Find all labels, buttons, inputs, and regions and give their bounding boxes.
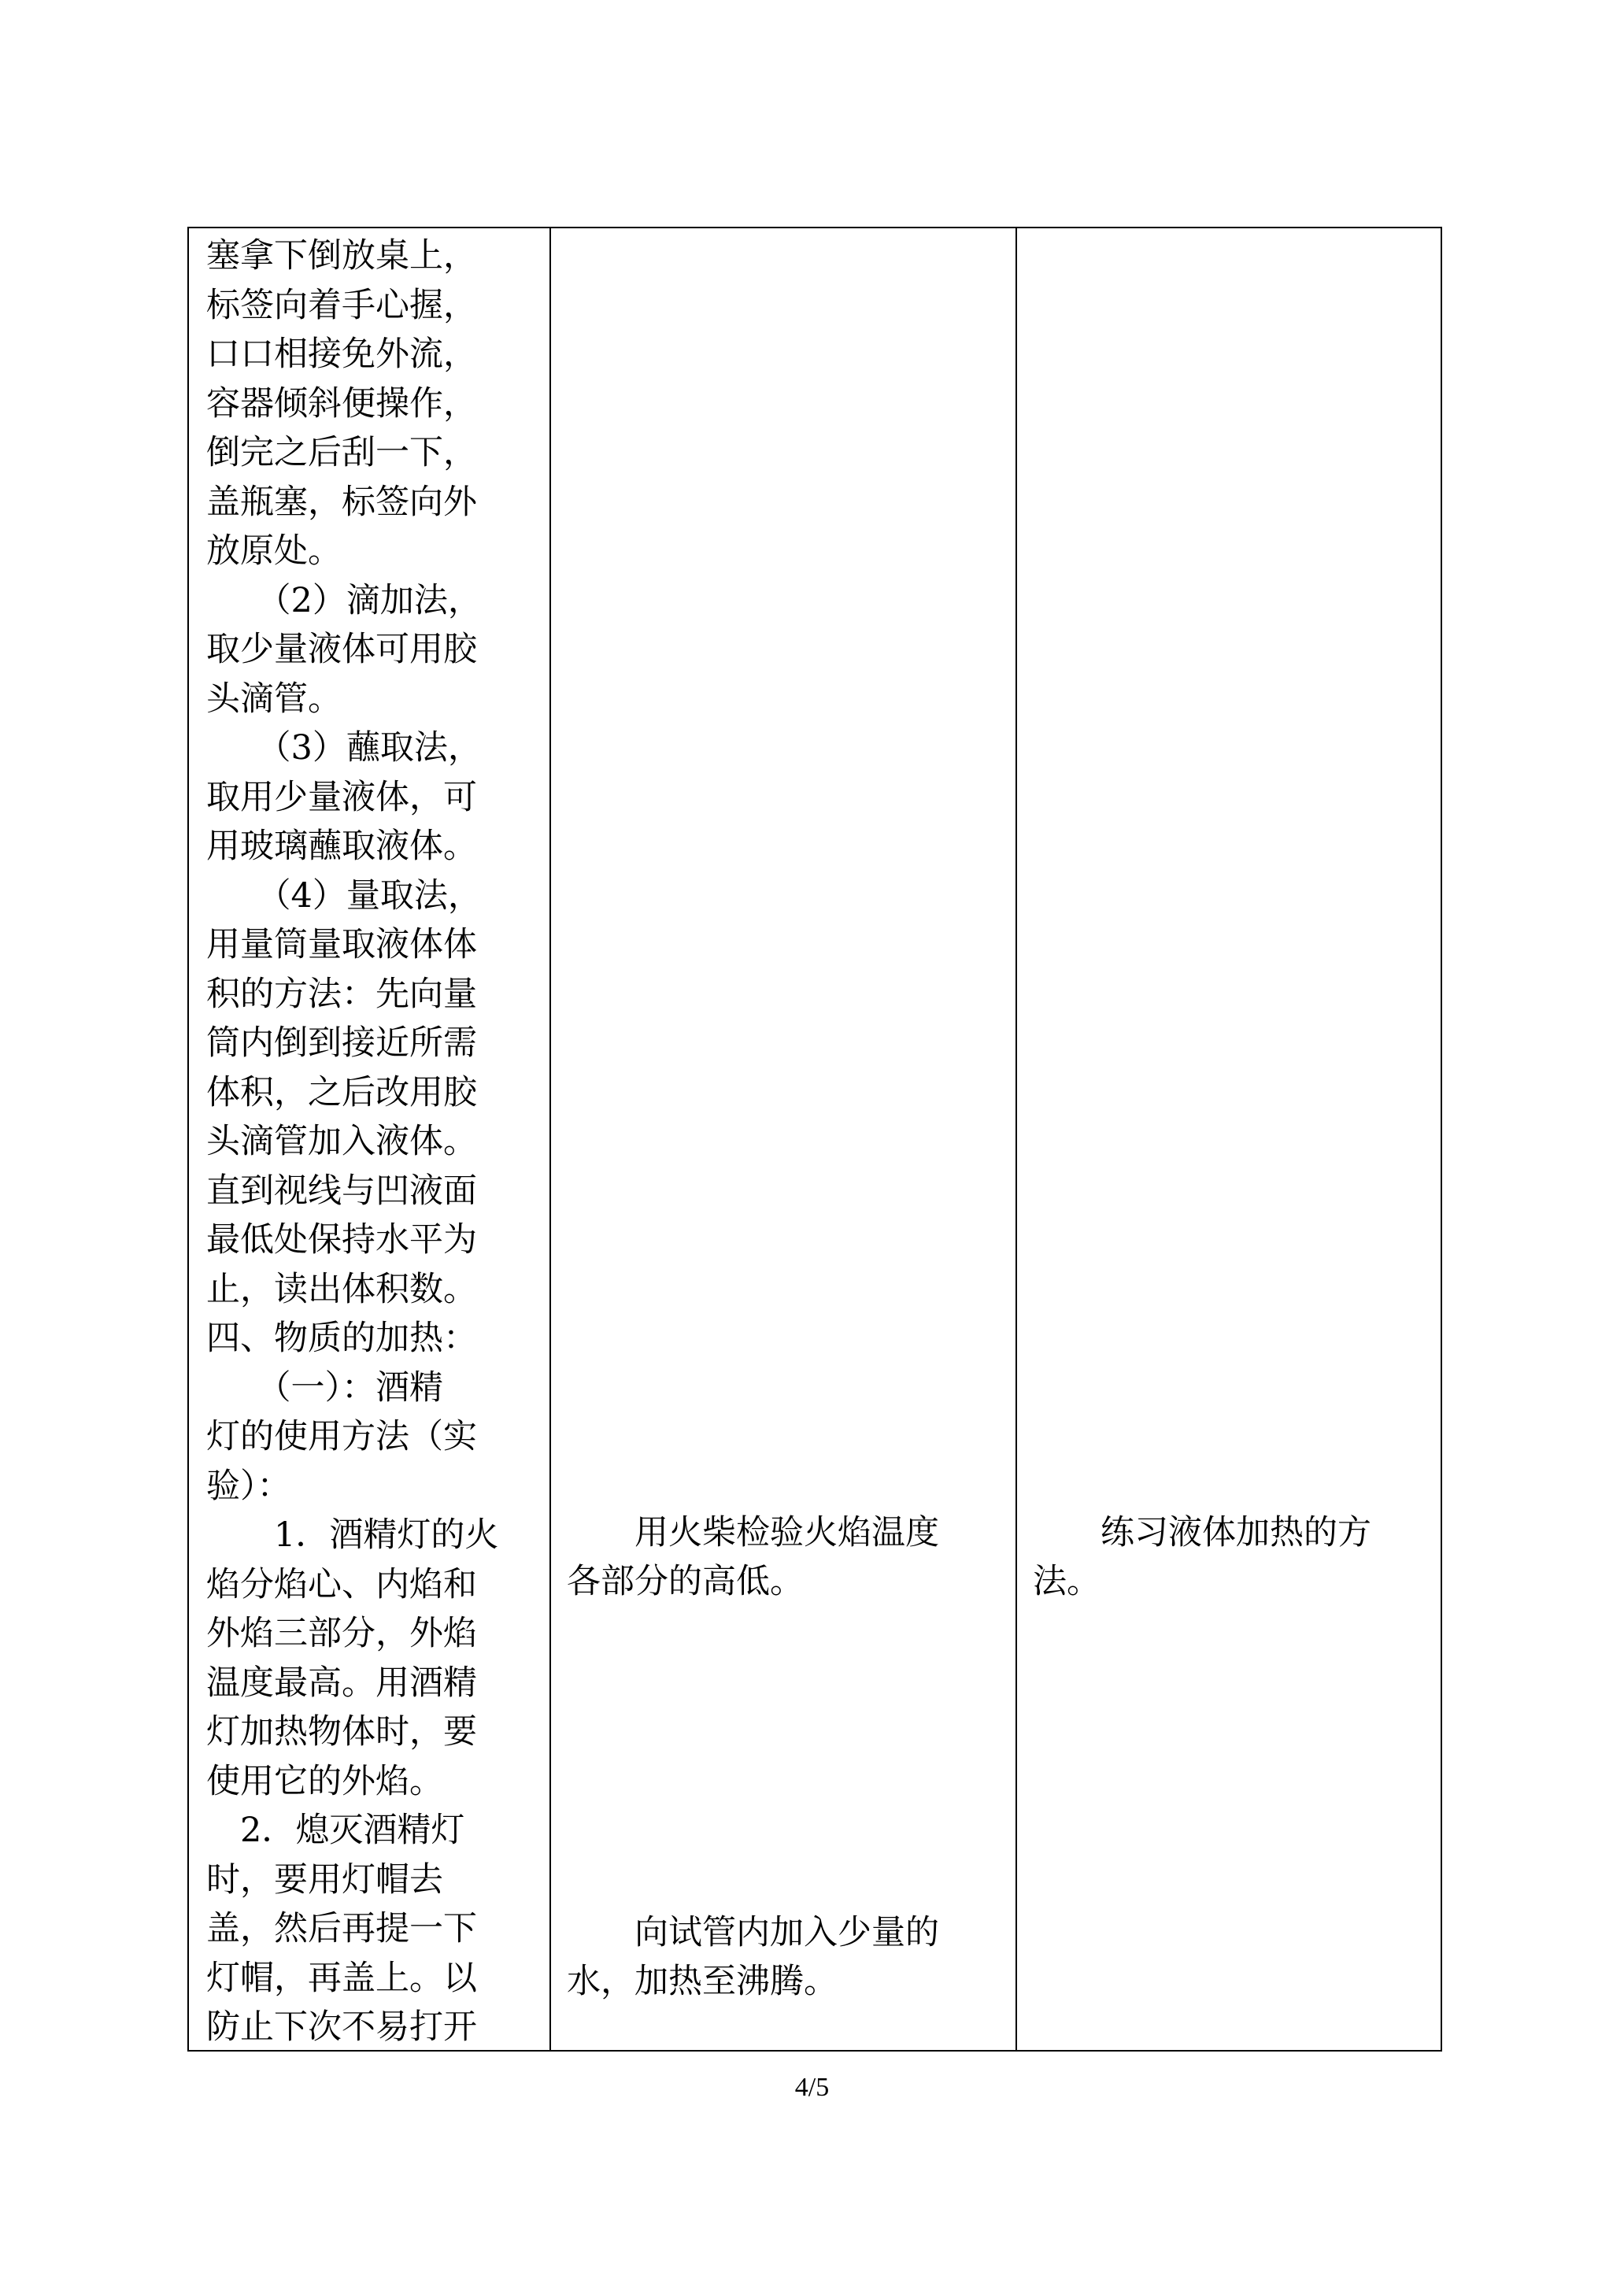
text-line: 倒完之后刮一下， <box>206 433 477 472</box>
text-line: 温度最高。用酒精 <box>206 1663 477 1703</box>
text-line: 用量筒量取液体体 <box>206 925 477 964</box>
text-line: 外焰三部分，外焰 <box>206 1614 477 1653</box>
text-line: 水，加热至沸腾。 <box>567 1962 838 2001</box>
table-column-content <box>189 228 551 2050</box>
activity-flame-test <box>567 1508 939 1606</box>
text-line: 练习液体加热的方 <box>1033 1513 1371 1552</box>
text-line: 塞拿下倒放桌上， <box>206 236 477 276</box>
content-lines <box>206 231 498 2052</box>
text-line: 各部分的高低。 <box>567 1562 804 1601</box>
text-line: 防止下次不易打开 <box>206 2007 477 2047</box>
text-line: 2．熄灭酒精灯 <box>206 1811 465 1850</box>
text-line: 放原处。 <box>206 531 342 571</box>
text-line: 灯加热物体时，要 <box>206 1712 477 1752</box>
text-line: 体积，之后改用胶 <box>206 1072 477 1112</box>
text-line: 盖瓶塞，标签向外 <box>206 482 477 522</box>
text-line: 灯的使用方法（实 <box>206 1417 477 1456</box>
text-line: 直到视线与凹液面 <box>206 1171 477 1211</box>
text-line: 时，要用灯帽去 <box>206 1859 443 1900</box>
text-line: 取用少量液体，可 <box>206 777 477 817</box>
content-table <box>187 227 1442 2052</box>
text-line: （2）滴加法， <box>206 580 482 620</box>
text-line: 四、物质的加热： <box>206 1319 477 1358</box>
text-line: 用玻璃蘸取液体。 <box>206 827 477 866</box>
text-line: 标签向着手心握， <box>206 285 477 325</box>
text-line: 使用它的外焰。 <box>206 1761 443 1801</box>
text-line: （一）：酒精 <box>206 1367 443 1408</box>
text-line: 用火柴检验火焰温度 <box>567 1513 939 1552</box>
purpose-liquid-heating <box>1033 1508 1371 1606</box>
text-line: 法。 <box>1033 1562 1101 1601</box>
text-line: 容器倾斜便操作， <box>206 383 477 424</box>
activity-heat-water <box>567 1908 939 2006</box>
text-line: 盖，然后再提一下 <box>206 1909 477 1948</box>
text-line: 积的方法：先向量 <box>206 974 477 1014</box>
page-number: 4/5 <box>794 2073 830 2102</box>
text-line: 最低处保持水平为 <box>206 1220 477 1260</box>
table-column-activity <box>551 228 1017 2050</box>
text-line: 灯帽，再盖上。以 <box>206 1958 477 1998</box>
text-line: 头滴管加入液体。 <box>206 1122 477 1161</box>
text-line: 验）： <box>206 1466 291 1506</box>
table-column-purpose <box>1017 228 1441 2050</box>
text-line: 取少量液体可用胶 <box>206 630 477 669</box>
text-line: 焰分焰心、内焰和 <box>206 1564 477 1604</box>
text-line: 头滴管。 <box>206 679 342 719</box>
text-line: 1．酒精灯的火 <box>206 1515 499 1555</box>
text-line: （3）蘸取法， <box>206 728 482 768</box>
text-line: 筒内倒到接近所需 <box>206 1023 477 1063</box>
text-line: （4）量取法， <box>206 875 482 916</box>
text-line: 止，读出体积数。 <box>206 1269 477 1309</box>
text-line: 口口相接免外流， <box>206 335 477 374</box>
text-line: 向试管内加入少量的 <box>567 1913 939 1952</box>
